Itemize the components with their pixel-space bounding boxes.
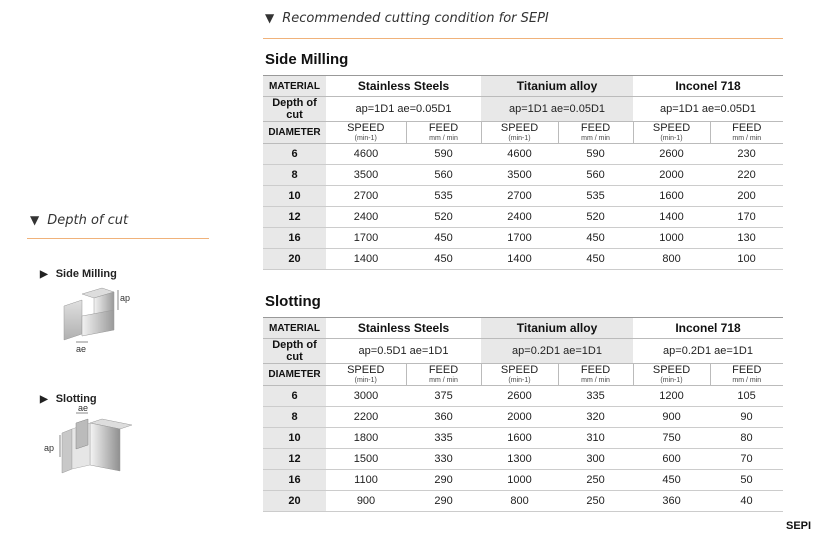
footer-label: SEPI — [786, 520, 812, 532]
material-label: MATERIAL — [263, 318, 326, 339]
diameter-cell: 12 — [263, 207, 326, 228]
value-cell: 200 — [710, 186, 783, 207]
material-titanium: Titanium alloy — [481, 76, 633, 97]
speed-unit: (min-1) — [508, 135, 531, 142]
diameter-cell: 6 — [263, 144, 326, 165]
value-cell: 375 — [406, 386, 481, 407]
value-cell: 1400 — [481, 249, 558, 270]
value-cell: 40 — [710, 491, 783, 512]
value-cell: 535 — [558, 186, 633, 207]
value-cell: 3000 — [326, 386, 406, 407]
value-cell: 320 — [558, 407, 633, 428]
value-cell: 1700 — [326, 228, 406, 249]
triangle-right-icon: ▶ — [40, 394, 48, 405]
feed-header: FEED — [428, 122, 459, 134]
material-titanium: Titanium alloy — [481, 318, 633, 339]
value-cell: 450 — [633, 470, 710, 491]
side-milling-table — [263, 75, 783, 270]
diameter-cell: 16 — [263, 470, 326, 491]
side-milling-label: Side Milling — [55, 268, 117, 280]
table-row — [263, 470, 783, 491]
value-cell: 1000 — [633, 228, 710, 249]
table-row — [263, 407, 783, 428]
diameter-cell: 10 — [263, 186, 326, 207]
diameter-label: DIAMETER — [263, 364, 326, 386]
value-cell: 1000 — [481, 470, 558, 491]
feed-unit: mm / min — [429, 135, 458, 142]
table-row — [263, 228, 783, 249]
value-cell: 800 — [481, 491, 558, 512]
value-cell: 220 — [710, 165, 783, 186]
value-cell: 50 — [710, 470, 783, 491]
ap-label: ap — [120, 293, 131, 303]
value-cell: 590 — [406, 144, 481, 165]
value-cell: 750 — [633, 428, 710, 449]
ae-label: ae — [78, 405, 89, 413]
page-heading — [265, 11, 549, 26]
slotting-title: Slotting — [265, 293, 321, 310]
speed-header: SPEED — [500, 364, 539, 376]
table-row — [263, 165, 783, 186]
value-cell: 450 — [406, 228, 481, 249]
depth-titanium: ap=1D1 ae=0.05D1 — [481, 97, 633, 122]
speed-unit: (min-1) — [508, 377, 531, 384]
diameter-cell: 8 — [263, 407, 326, 428]
table-row — [263, 449, 783, 470]
value-cell: 70 — [710, 449, 783, 470]
diameter-cell: 16 — [263, 228, 326, 249]
value-cell: 360 — [406, 407, 481, 428]
feed-header: FEED — [580, 364, 611, 376]
diameter-header-row — [263, 122, 783, 144]
value-cell: 450 — [558, 249, 633, 270]
value-cell: 290 — [406, 470, 481, 491]
speed-header: SPEED — [347, 364, 385, 376]
depth-label: Depth of cut — [263, 339, 326, 364]
depth-inconel: ap=0.2D1 ae=1D1 — [633, 339, 783, 364]
value-cell: 1700 — [481, 228, 558, 249]
value-cell: 1600 — [481, 428, 558, 449]
triangle-down-icon: ▼ — [30, 213, 40, 227]
value-cell: 1400 — [633, 207, 710, 228]
triangle-right-icon: ▶ — [40, 269, 48, 280]
value-cell: 170 — [710, 207, 783, 228]
value-cell: 2200 — [326, 407, 406, 428]
table-row — [263, 144, 783, 165]
value-cell: 2000 — [481, 407, 558, 428]
depth-row — [263, 97, 783, 122]
value-cell: 2600 — [481, 386, 558, 407]
depth-label: Depth of cut — [263, 97, 326, 122]
ae-label: ae — [76, 344, 87, 354]
value-cell: 250 — [558, 470, 633, 491]
value-cell: 800 — [633, 249, 710, 270]
value-cell: 360 — [633, 491, 710, 512]
value-cell: 250 — [558, 491, 633, 512]
value-cell: 2400 — [481, 207, 558, 228]
value-cell: 4600 — [481, 144, 558, 165]
diameter-cell: 20 — [263, 491, 326, 512]
diameter-cell: 20 — [263, 249, 326, 270]
page-heading-text: Recommended cutting condition for SEPI — [282, 11, 549, 26]
value-cell: 230 — [710, 144, 783, 165]
value-cell: 1300 — [481, 449, 558, 470]
value-cell: 2000 — [633, 165, 710, 186]
value-cell: 3500 — [326, 165, 406, 186]
table-row — [263, 207, 783, 228]
table-row — [263, 249, 783, 270]
feed-unit: mm / min — [581, 377, 610, 384]
value-cell: 105 — [710, 386, 783, 407]
feed-unit: mm / min — [581, 135, 610, 142]
value-cell: 1600 — [633, 186, 710, 207]
material-label: MATERIAL — [263, 76, 326, 97]
triangle-down-icon: ▼ — [265, 11, 275, 25]
diameter-cell: 6 — [263, 386, 326, 407]
value-cell: 2400 — [326, 207, 406, 228]
speed-unit: (min-1) — [660, 377, 683, 384]
side-milling-item — [40, 268, 117, 280]
value-cell: 450 — [406, 249, 481, 270]
diameter-label: DIAMETER — [263, 122, 326, 144]
value-cell: 600 — [633, 449, 710, 470]
value-cell: 310 — [558, 428, 633, 449]
side-milling-diagram-icon — [62, 286, 142, 356]
table-row — [263, 491, 783, 512]
value-cell: 80 — [710, 428, 783, 449]
diameter-cell: 12 — [263, 449, 326, 470]
value-cell: 900 — [326, 491, 406, 512]
value-cell: 290 — [406, 491, 481, 512]
table-row — [263, 386, 783, 407]
depth-stainless: ap=1D1 ae=0.05D1 — [326, 97, 481, 122]
speed-header: SPEED — [652, 122, 691, 134]
slotting-label: Slotting — [55, 393, 97, 405]
material-row — [263, 76, 783, 97]
value-cell: 90 — [710, 407, 783, 428]
material-inconel: Inconel 718 — [633, 76, 783, 97]
feed-header: FEED — [732, 122, 762, 134]
value-cell: 560 — [558, 165, 633, 186]
value-cell: 1200 — [633, 386, 710, 407]
speed-header: SPEED — [347, 122, 385, 134]
value-cell: 520 — [406, 207, 481, 228]
value-cell: 3500 — [481, 165, 558, 186]
value-cell: 130 — [710, 228, 783, 249]
slotting-diagram-icon — [42, 405, 142, 477]
value-cell: 450 — [558, 228, 633, 249]
value-cell: 335 — [406, 428, 481, 449]
depth-inconel: ap=1D1 ae=0.05D1 — [633, 97, 783, 122]
material-stainless: Stainless Steels — [326, 76, 481, 97]
ap-label: ap — [44, 443, 55, 453]
value-cell: 2600 — [633, 144, 710, 165]
value-cell: 590 — [558, 144, 633, 165]
speed-unit: (min-1) — [660, 135, 683, 142]
slotting-item — [40, 393, 97, 405]
feed-header: FEED — [732, 364, 762, 376]
speed-header: SPEED — [500, 122, 539, 134]
value-cell: 2700 — [481, 186, 558, 207]
table-row — [263, 186, 783, 207]
value-cell: 1500 — [326, 449, 406, 470]
diameter-cell: 10 — [263, 428, 326, 449]
feed-header: FEED — [428, 364, 459, 376]
left-heading-rule — [27, 238, 209, 239]
value-cell: 520 — [558, 207, 633, 228]
value-cell: 4600 — [326, 144, 406, 165]
speed-header: SPEED — [652, 364, 691, 376]
value-cell: 335 — [558, 386, 633, 407]
material-inconel: Inconel 718 — [633, 318, 783, 339]
feed-unit: mm / min — [732, 135, 762, 142]
feed-unit: mm / min — [429, 377, 458, 384]
value-cell: 100 — [710, 249, 783, 270]
depth-of-cut-text: Depth of cut — [47, 213, 129, 228]
side-milling-title: Side Milling — [265, 51, 349, 68]
depth-row — [263, 339, 783, 364]
material-row — [263, 318, 783, 339]
value-cell: 2700 — [326, 186, 406, 207]
material-stainless: Stainless Steels — [326, 318, 481, 339]
depth-of-cut-heading — [30, 213, 128, 228]
value-cell: 1100 — [326, 470, 406, 491]
value-cell: 300 — [558, 449, 633, 470]
value-cell: 560 — [406, 165, 481, 186]
speed-unit: (min-1) — [354, 135, 377, 142]
heading-rule — [263, 38, 783, 39]
table-row — [263, 428, 783, 449]
diameter-header-row — [263, 364, 783, 386]
depth-titanium: ap=0.2D1 ae=1D1 — [481, 339, 633, 364]
diameter-cell: 8 — [263, 165, 326, 186]
value-cell: 900 — [633, 407, 710, 428]
value-cell: 1800 — [326, 428, 406, 449]
value-cell: 535 — [406, 186, 481, 207]
feed-unit: mm / min — [732, 377, 762, 384]
value-cell: 1400 — [326, 249, 406, 270]
slotting-table — [263, 317, 783, 512]
feed-header: FEED — [580, 122, 611, 134]
speed-unit: (min-1) — [354, 377, 377, 384]
value-cell: 330 — [406, 449, 481, 470]
depth-stainless: ap=0.5D1 ae=1D1 — [326, 339, 481, 364]
